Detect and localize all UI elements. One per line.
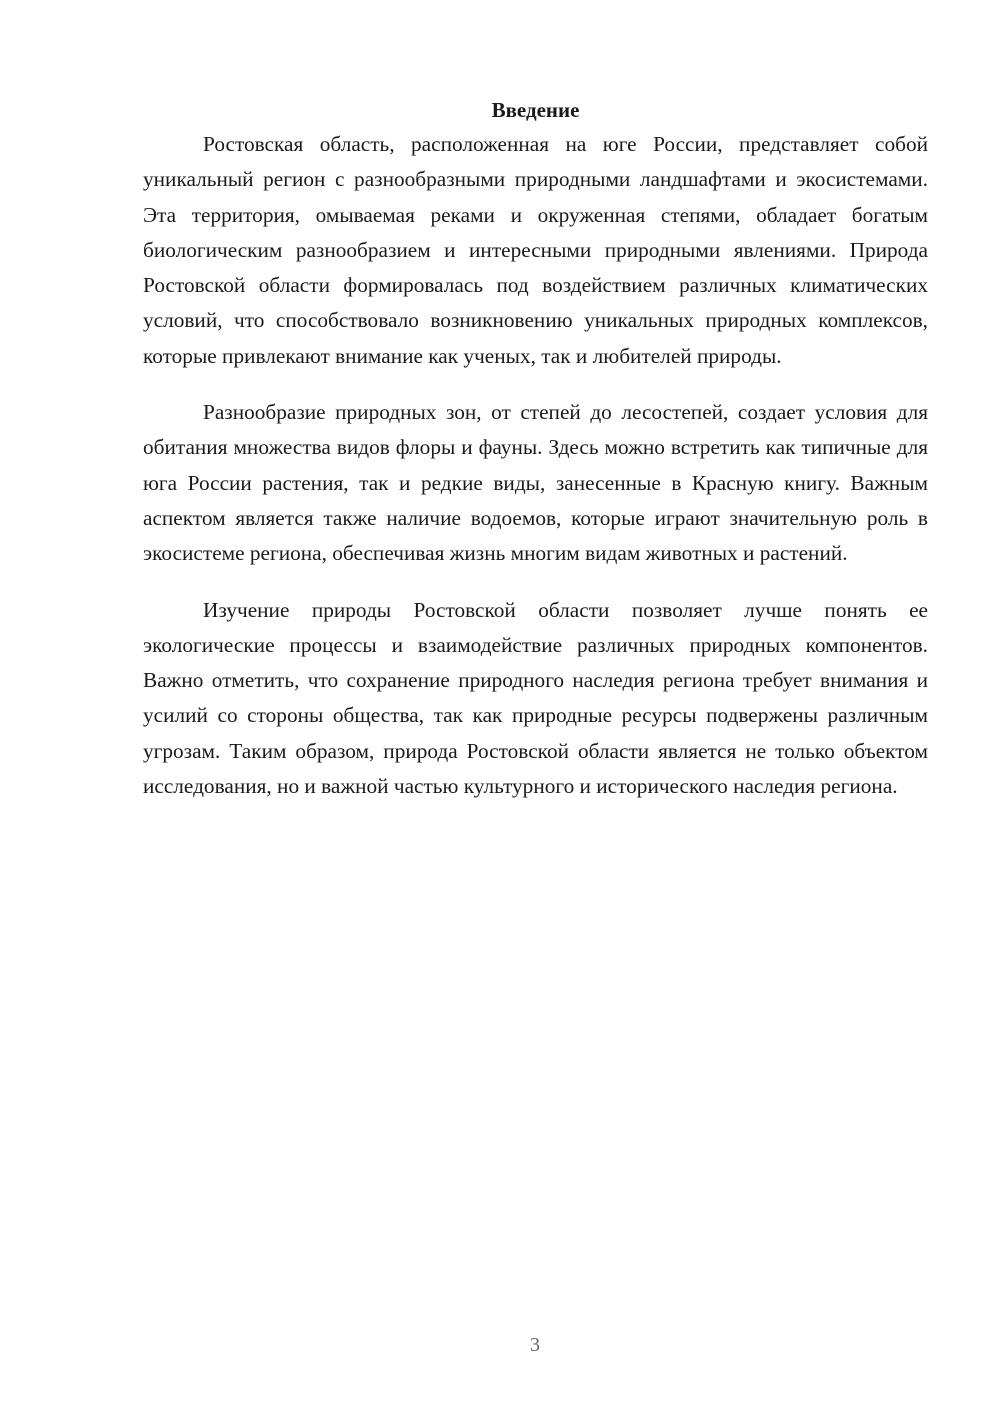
page-number: 3	[530, 1334, 540, 1356]
paragraph: Разнообразие природных зон, от степей до лесостепей, создает условия для обитания множества видов флоры и фауны. Здесь можно встретить как типичные для юга России растения, так и редкие виды, занесенные в Красную книгу. Важным аспектом является также наличие водоемов, которые играют значительную роль в экосистеме региона, обеспечивая жизнь многим видам животных и растений.	[143, 400, 928, 566]
paragraph: Изучение природы Ростовской области позволяет лучше понять ее экологические процессы и взаимодействие различных природных компонентов. Важно отметить, что сохранение природного наследия региона требует внимания и усилий со стороны общества, так как природные ресурсы подвержены различным угрозам. Таким образом, природа Ростовской области является не только объектом исследования, но и важной частью культурного и исторического наследия региона.	[143, 597, 928, 799]
paragraph: Ростовская область, расположенная на юге России, представляет собой уникальный регион с разнообразными природными ландшафтами и экосистемами. Эта территория, омываемая реками и окруженная степями, обладает богатым биологическим разнообразием и интересными природными явлениями. Природа Ростовской области формировалась под воздействием различных климатических условий, что способствовало возникновению уникальных природных комплексов, которые привлекают внимание как ученых, так и любителей природы.	[143, 132, 928, 368]
page-body	[143, 95, 928, 825]
section-heading: Введение	[491, 98, 580, 122]
